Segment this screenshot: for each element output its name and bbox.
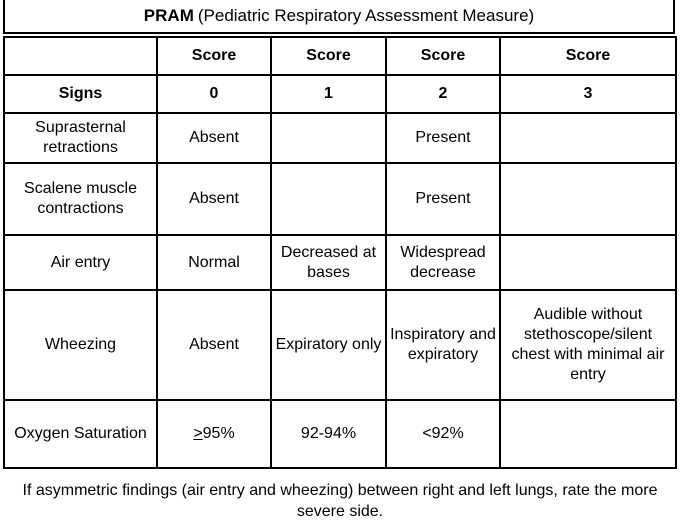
sign-cell: Suprasternal retractions xyxy=(4,113,157,163)
oxygen-value: 95% xyxy=(202,425,235,442)
table-row xyxy=(4,163,676,235)
score-cell xyxy=(500,235,676,290)
score-cell: Absent xyxy=(157,163,271,235)
score-cell: Present xyxy=(386,113,500,163)
score-cell: Normal xyxy=(157,235,271,290)
header-cell: 3 xyxy=(500,75,676,113)
score-cell xyxy=(271,113,386,163)
ge-symbol: > xyxy=(193,425,203,442)
pram-table xyxy=(3,36,677,469)
header-row-signs xyxy=(4,75,676,113)
score-cell: Audible without stethoscope/silent chest with minimal air entry xyxy=(500,290,676,400)
score-cell: Absent xyxy=(157,113,271,163)
sign-cell: Wheezing xyxy=(4,290,157,400)
footnote: If asymmetric findings (air entry and wheezing) between right and left lungs, rate the more severe side. xyxy=(22,482,658,520)
score-cell: Expiratory only xyxy=(271,290,386,400)
score-cell: Widespread decrease xyxy=(386,235,500,290)
header-cell: 1 xyxy=(271,75,386,113)
score-cell: Inspiratory and expiratory xyxy=(386,290,500,400)
header-cell: Signs xyxy=(4,75,157,113)
sign-cell: Air entry xyxy=(4,235,157,290)
score-cell: 92-94% xyxy=(271,400,386,468)
header-cell: 2 xyxy=(386,75,500,113)
title-rest: (Pediatric Respiratory Assessment Measure) xyxy=(197,6,535,25)
table-row xyxy=(4,290,676,400)
sign-cell: Scalene muscle contractions xyxy=(4,163,157,235)
score-cell: Present xyxy=(386,163,500,235)
header-cell xyxy=(4,37,157,75)
header-cell: 0 xyxy=(157,75,271,113)
header-cell: Score xyxy=(157,37,271,75)
title-bold: PRAM xyxy=(143,6,194,25)
table-row xyxy=(4,235,676,290)
sign-cell: Oxygen Saturation xyxy=(4,400,157,468)
score-cell xyxy=(271,163,386,235)
score-cell: Absent xyxy=(157,290,271,400)
page-title xyxy=(3,0,675,34)
score-cell: <92% xyxy=(386,400,500,468)
score-cell: Decreased at bases xyxy=(271,235,386,290)
score-cell xyxy=(157,400,271,468)
score-cell xyxy=(500,400,676,468)
score-cell xyxy=(500,163,676,235)
table-row xyxy=(4,113,676,163)
header-cell: Score xyxy=(271,37,386,75)
table-row xyxy=(4,400,676,468)
header-row-score xyxy=(4,37,676,75)
header-cell: Score xyxy=(500,37,676,75)
score-cell xyxy=(500,113,676,163)
header-cell: Score xyxy=(386,37,500,75)
